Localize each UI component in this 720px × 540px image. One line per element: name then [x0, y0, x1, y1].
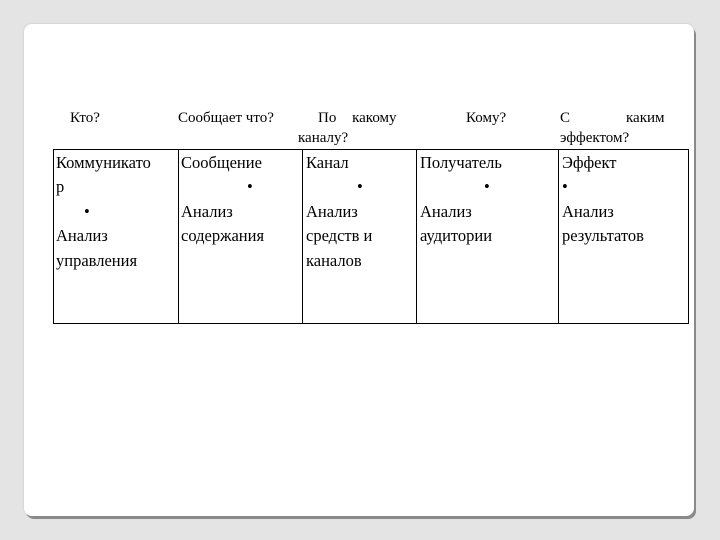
communicator-title-line1: Коммуникато [56, 153, 151, 172]
slide [24, 24, 694, 516]
effect-analysis: Анализ [562, 201, 614, 221]
header-says-what: Сообщает что? [178, 110, 274, 126]
cell-message [181, 151, 299, 249]
channel-analysis: Анализ [306, 201, 358, 221]
effect-title: Эффект [562, 153, 617, 172]
column-divider [302, 150, 303, 323]
communication-model-table [53, 149, 689, 324]
receiver-analysis: Анализ [420, 201, 472, 221]
header-effect-line2: эффектом? [560, 130, 630, 146]
communicator-analysis-object: управления [56, 250, 138, 270]
column-divider [558, 150, 559, 323]
effect-analysis-object: результатов [562, 226, 644, 246]
channel-bullet: • [357, 177, 363, 197]
header-whom: Кому? [466, 110, 507, 126]
channel-analysis-object-line1: средств и [306, 226, 373, 246]
header-channel-line1: По какому [318, 110, 397, 126]
header-effect-word1: С [560, 110, 571, 126]
column-divider [416, 150, 417, 323]
receiver-bullet: • [484, 177, 490, 197]
message-analysis: Анализ [181, 201, 233, 221]
header-who: Кто? [70, 110, 100, 126]
header-effect-word2: каким [626, 110, 665, 126]
cell-channel [306, 151, 414, 273]
receiver-title: Получатель [420, 153, 502, 172]
receiver-analysis-object: аудитории [420, 226, 493, 246]
channel-analysis-object-line2: каналов [306, 250, 362, 270]
channel-title: Канал [306, 153, 349, 172]
cell-effect [562, 151, 686, 249]
message-bullet: • [247, 177, 253, 197]
communicator-bullet: • [84, 201, 90, 221]
cell-receiver [420, 151, 554, 249]
communicator-title-line2: р [56, 177, 65, 197]
message-title: Сообщение [181, 153, 262, 172]
effect-bullet: • [562, 177, 568, 197]
column-divider [178, 150, 179, 323]
communicator-analysis: Анализ [56, 226, 108, 246]
header-channel-line2: каналу? [298, 130, 349, 146]
cell-communicator [56, 151, 176, 273]
message-analysis-object: содержания [181, 226, 265, 246]
